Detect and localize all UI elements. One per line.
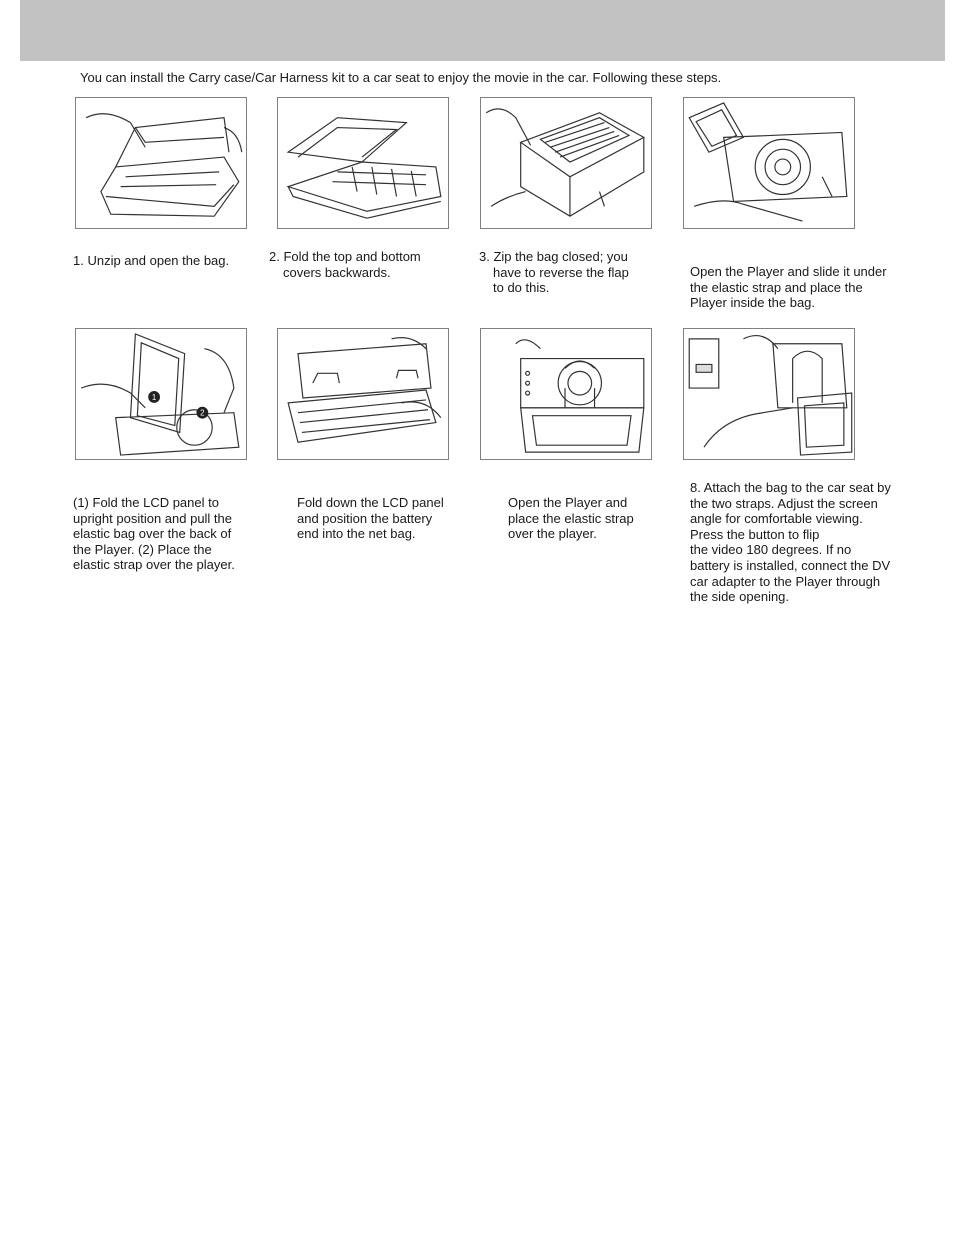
step-3-caption: 3. Zip the bag closed; you have to reverse the flap to do this. bbox=[479, 249, 629, 296]
step-8-caption: 8. Attach the bag to the car seat by the two straps. Adjust the screen angle for comfortable viewing. Press the button to flip the video 180 degrees. If no battery is installed, connect the DV car adapter to the Player through the side opening. bbox=[690, 480, 891, 605]
car-seat-illustration bbox=[683, 328, 855, 460]
insert-player-illustration bbox=[683, 97, 855, 229]
step-2-caption: 2. Fold the top and bottom covers backwards. bbox=[269, 249, 421, 280]
callout-2: 2 bbox=[200, 408, 205, 418]
strap-over-player-illustration bbox=[480, 328, 652, 460]
fold-down-lcd-illustration bbox=[277, 328, 449, 460]
step-4-caption: Open the Player and slide it under the elastic strap and place the Player inside the bag. bbox=[690, 264, 887, 311]
fold-covers-illustration bbox=[277, 97, 449, 229]
step-6-caption: Fold down the LCD panel and position the battery end into the net bag. bbox=[297, 495, 444, 542]
fold-lcd-illustration bbox=[75, 328, 247, 460]
zip-bag-illustration bbox=[480, 97, 652, 229]
step-1-caption: 1. Unzip and open the bag. bbox=[73, 253, 230, 268]
unzip-bag-illustration bbox=[75, 97, 247, 229]
step-5-caption: (1) Fold the LCD panel to upright position and pull the elastic bag over the back of the Player. (2) Place the elastic strap over the player. bbox=[73, 495, 235, 573]
intro-text: You can install the Carry case/Car Harness kit to a car seat to enjoy the movie in the car. Following these steps. bbox=[80, 70, 722, 85]
step-7-caption: Open the Player and place the elastic strap over the player. bbox=[508, 495, 634, 542]
callout-1: 1 bbox=[151, 392, 157, 402]
header-bar bbox=[20, 0, 945, 61]
